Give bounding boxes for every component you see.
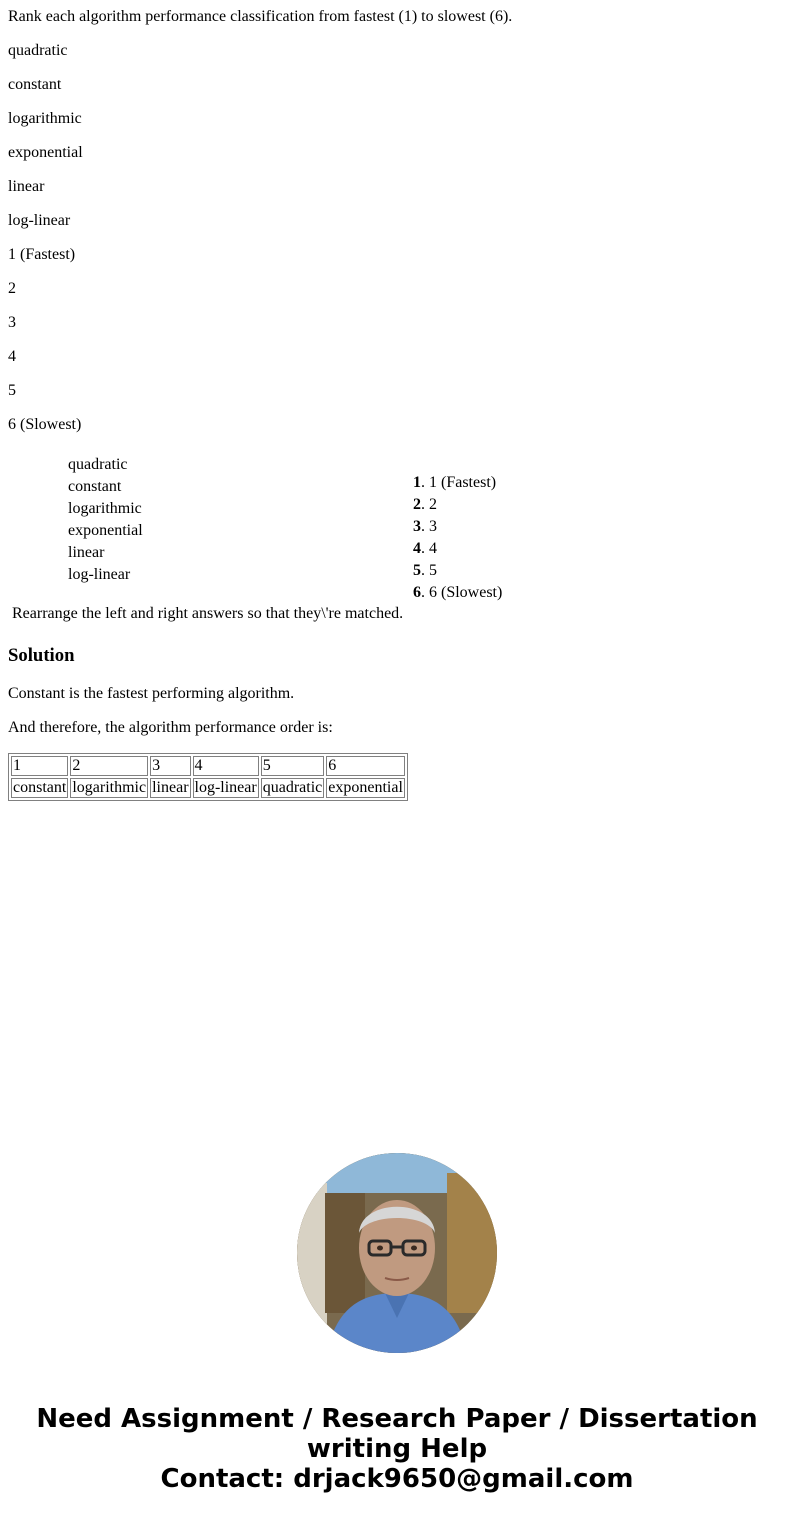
table-cell: quadratic — [262, 779, 323, 796]
match-right-label: 5 — [429, 562, 437, 579]
order-table — [8, 753, 408, 801]
table-row — [11, 756, 405, 776]
question-item: constant — [8, 76, 62, 93]
table-cell: 4 — [193, 756, 259, 776]
question-rank: 2 — [8, 280, 16, 297]
question-rank: 1 (Fastest) — [8, 246, 76, 263]
solution-heading: Solution — [8, 645, 75, 666]
match-right-list — [413, 474, 502, 606]
match-right-number: 1 — [413, 474, 421, 491]
table-cell: linear — [152, 779, 189, 796]
question-rank: 4 — [8, 348, 16, 365]
match-right-item[interactable]: 1. 1 (Fastest) — [413, 474, 497, 491]
match-right-label: 2 — [429, 496, 437, 513]
question-rank: 5 — [8, 382, 16, 399]
table-cell: 6 — [326, 756, 405, 776]
match-right-number: 5 — [413, 562, 421, 579]
table-cell: 2 — [70, 756, 148, 776]
avatar-portrait — [297, 1153, 497, 1353]
table-cell: logarithmic — [72, 779, 147, 796]
match-right-label: 3 — [429, 518, 437, 535]
question-rank: 6 (Slowest) — [8, 416, 82, 433]
question-item: quadratic — [8, 42, 68, 59]
table-cell: constant — [13, 779, 67, 796]
promo-banner — [0, 1404, 794, 1494]
table-cell: 3 — [150, 756, 190, 776]
solution-text: Constant is the fastest performing algorithm. — [8, 685, 295, 702]
match-left-item[interactable]: logarithmic — [68, 500, 142, 517]
question-item: log-linear — [8, 212, 71, 229]
match-right-label: 1 (Fastest) — [429, 474, 497, 491]
table-cell: exponential — [328, 779, 403, 796]
match-left-list — [68, 456, 143, 588]
match-right-label: 4 — [429, 540, 437, 557]
match-right-item[interactable]: 4. 4 — [413, 540, 437, 557]
match-right-number: 3 — [413, 518, 421, 535]
match-instruction: Rearrange the left and right answers so that they\'re matched. — [12, 605, 404, 622]
promo-line: writing Help — [306, 1434, 488, 1464]
match-left-item[interactable]: linear — [68, 544, 105, 561]
promo-contact: Contact: drjack9650@gmail.com — [160, 1464, 634, 1494]
match-right-label: 6 (Slowest) — [429, 584, 503, 601]
match-right-item[interactable]: 5. 5 — [413, 562, 437, 579]
match-right-number: 2 — [413, 496, 421, 513]
question-prompt: Rank each algorithm performance classification from fastest (1) to slowest (6). — [8, 8, 513, 25]
match-right-item[interactable]: 6. 6 (Slowest) — [413, 584, 503, 601]
match-left-item[interactable]: constant — [68, 478, 122, 495]
match-left-item[interactable]: log-linear — [68, 566, 131, 583]
table-cell: 5 — [261, 756, 325, 776]
question-item: linear — [8, 178, 45, 195]
question-item: exponential — [8, 144, 83, 161]
match-right-item[interactable]: 2. 2 — [413, 496, 437, 513]
avatar — [297, 1153, 497, 1353]
match-right-number: 6 — [413, 584, 421, 601]
question-rank: 3 — [8, 314, 16, 331]
solution-text: And therefore, the algorithm performance order is: — [8, 719, 333, 736]
table-row — [11, 778, 405, 798]
match-left-item[interactable]: quadratic — [68, 456, 128, 473]
table-cell: log-linear — [194, 779, 257, 796]
match-right-number: 4 — [413, 540, 421, 557]
match-right-item[interactable]: 3. 3 — [413, 518, 437, 535]
promo-line: Need Assignment / Research Paper / Dissertation — [36, 1404, 758, 1434]
question-item: logarithmic — [8, 110, 82, 127]
match-left-item[interactable]: exponential — [68, 522, 143, 539]
table-cell: 1 — [11, 756, 68, 776]
